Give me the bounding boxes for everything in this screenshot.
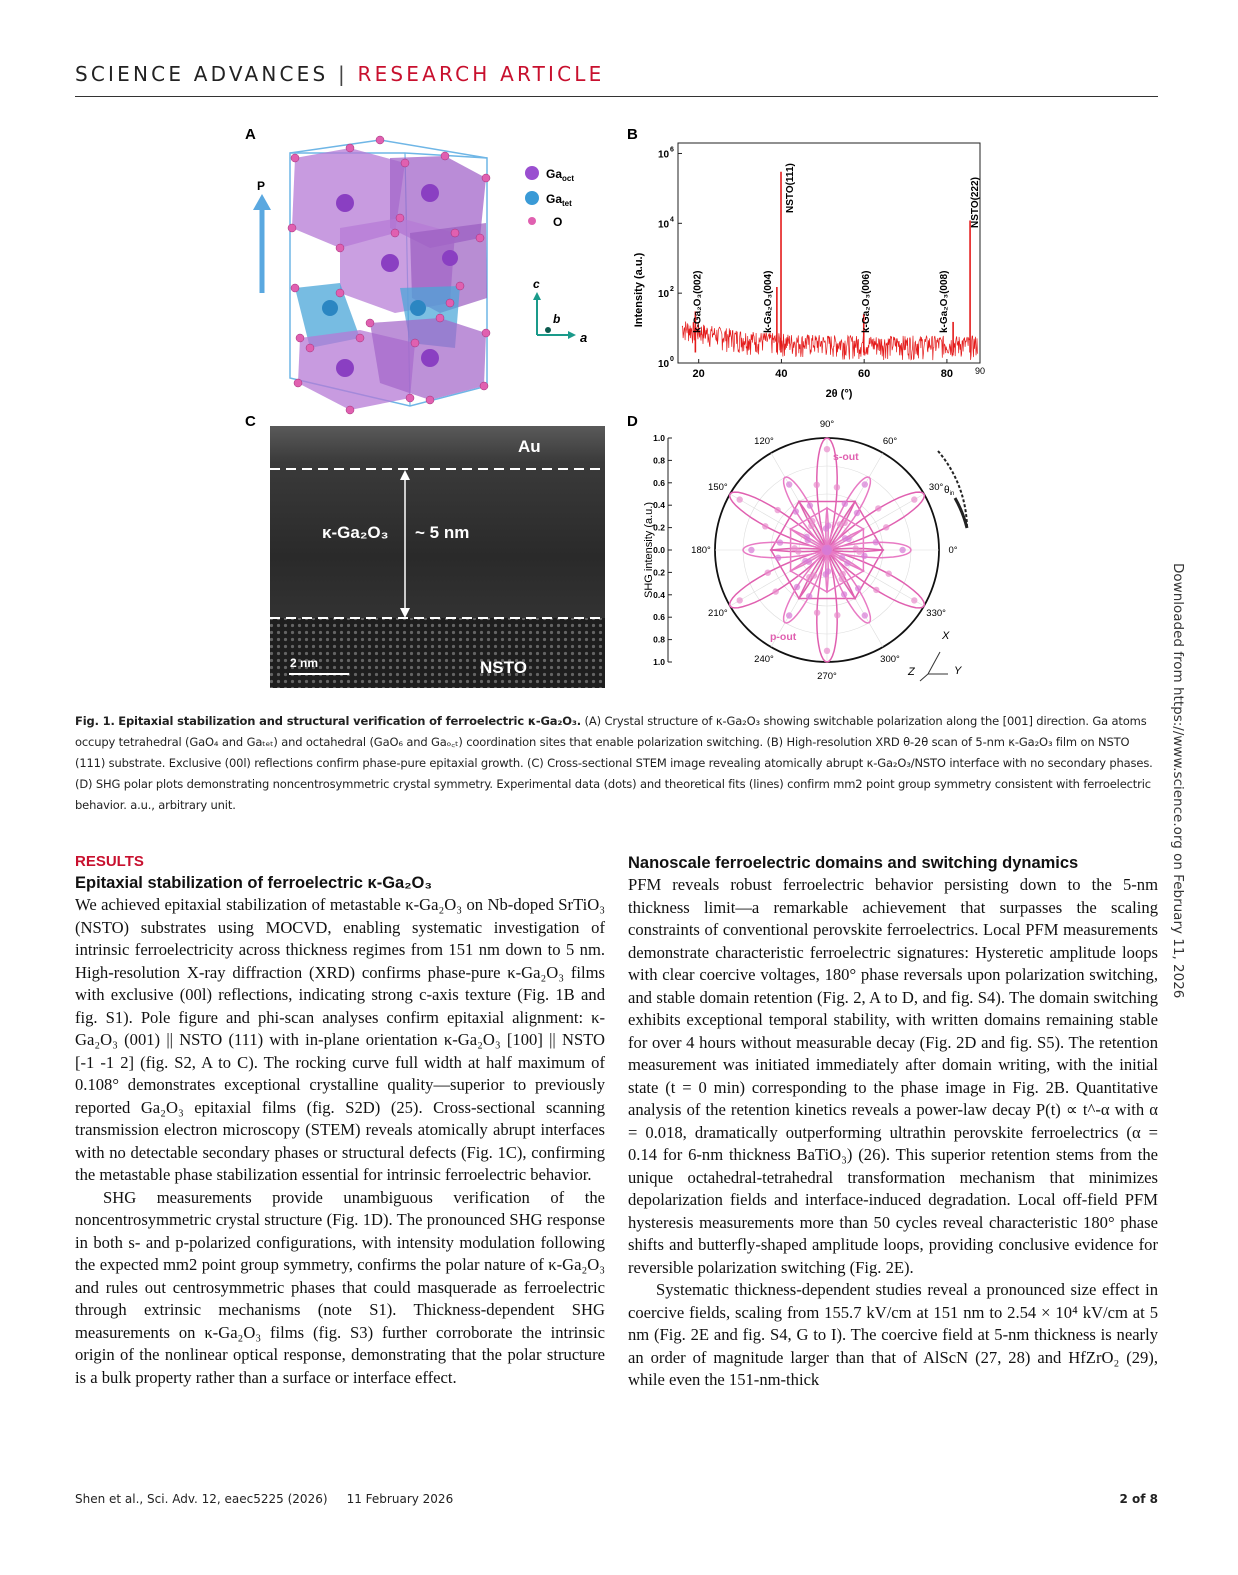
right-paragraph-1: PFM reveals robust ferroelectric behavior persisting down to the 5-nm thickness limit—a remarkable achievement that surpasses the scaling constraints of conventional perovskite ferroelectrics. Local PFM measurements demonstrate characteristic ferroelectric signatures: Hysteretic amplitude loops with clear coercive voltages, 180° phase reversals upon polarization switching, and stable domain retention (Fig. 2, A to D, and fig. S4). The domain switching exhibits exceptional temporal stability, with written domains remaining stable for over 4 hours without measurable decay (Fig. 2D and fig. S5). The retention measurement was initiated immediately after domain writing, with the initial state (t = 0 min) corresponding to the phase image in Fig. 2B. Quantitative analysis of the retention kinetics reveals a power-law decay P(t) ∝ t^-α with α = 0.018, dramatically outperforming ultrathin perovskite ferroelectrics (α = 0.14 for 6-nm thickness BaTiO₃) (26). This superior retention stems from the unique octahedral-tetrahedral transformation mechanism that minimizes depolarization fields and interface-induced degradation. Local off-field PFM hysteresis measurements more than 50 cycles reveal characteristic 180° phase shifts and butterfly-shaped amplitude loops, providing conclusive evidence for reversible polarization switching (Fig. 2E). [628, 875, 1158, 1277]
xrd-xtick-label: 40 [775, 368, 788, 380]
shg-ylabel: SHG intensity (a.u.) [643, 502, 655, 598]
p-out-label: p-out [770, 631, 797, 643]
section-heading: RESULTS [75, 853, 144, 870]
p-out-point [841, 591, 847, 597]
left-subheading: Epitaxial stabilization of ferroelectric κ-Ga₂O₃ [75, 874, 432, 892]
p-out-point [825, 548, 831, 554]
polar-r-tick-label: 1.0 [653, 657, 665, 667]
xrd-ytick-label: 10 [658, 359, 670, 370]
theta-label: $\theta_{in}$ [944, 485, 955, 497]
xrd-ytick-label: 10 [658, 289, 670, 301]
header-separator: | [337, 62, 348, 86]
au-label: Au [518, 437, 541, 456]
s-out-point [811, 572, 817, 578]
xrd-peak-label: k-Ga₂O₃(002) [692, 270, 704, 333]
polar-angle-label: 210° [708, 608, 728, 619]
polar-angle-label: 300° [880, 654, 900, 666]
s-out-point [873, 587, 879, 593]
crystal-structure [253, 136, 587, 414]
caption-body: (A) Crystal structure of κ-Ga₂O₃ showing switchable polarization along the [001] direction. Ga atoms occupy tetrahedral (GaO₄ and Gaₜₑₜ) and octahedral (GaO₆ and Gaₒ꜀ₜ) coordination sites that enable polarization switching. (B) High-resolution XRD θ-2θ scan of 5-nm κ-Ga₂O₃ film on NSTO (111) substrate. Exclusive (00l) reflections confirm phase-pure epitaxial growth. (C) Cross-sectional STEM image revealing atomically abrupt κ-Ga₂O₃/NSTO interface with no secondary phases. (D) SHG polar plots demonstrating noncentrosymmetric crystal symmetry. Experimental data (dots) and theoretical fits (lines) confirm mm2 point group symmetry consistent with ferroelectric behavior. a.u., arbitrary unit. [75, 714, 1153, 812]
s-out-point [875, 505, 881, 511]
s-out-label: s-out [833, 451, 859, 463]
polar-r-tick-label: 0.4 [653, 589, 665, 600]
s-out-point [775, 507, 781, 513]
xrd-ytick-label: 10 [658, 149, 670, 161]
xrd-ylabel: Intensity (a.u.) [633, 252, 645, 328]
s-out-point [883, 524, 889, 530]
p-out-point [899, 547, 905, 553]
page-number: 2 of 8 [1119, 1492, 1158, 1506]
panel-letter-a: A [245, 126, 256, 143]
axis-a: a [580, 330, 588, 345]
p-out-point [862, 612, 868, 618]
s-out-point [765, 570, 771, 576]
xrd-plot-area [658, 143, 985, 380]
header-rule [75, 96, 1158, 97]
xrd-xtick-label: 80 [940, 368, 954, 380]
polar-r-tick-label: 0.8 [653, 634, 665, 645]
s-out-point [737, 496, 743, 502]
p-out-point [842, 535, 848, 541]
download-note-text: Downloaded from https://www.science.org on February 11, 2026 [1170, 563, 1186, 999]
polar-angle-label: 150° [708, 482, 728, 493]
p-out-point [806, 593, 812, 599]
xrd-peak-label: k-Ga₂O₃(008) [939, 270, 951, 333]
xrd-chart [633, 143, 985, 400]
p-out-point [825, 568, 831, 574]
journal-name: SCIENCE ADVANCES [75, 62, 329, 86]
xrd-ytick-exp: 2 [670, 286, 674, 294]
xrd-baseline [682, 322, 977, 361]
s-out-point [762, 523, 768, 529]
nsto-label: NSTO [480, 658, 527, 677]
left-paragraph-1: We achieved epitaxial stabilization of metastable κ-Ga₂O₃ on Nb-doped SrTiO₃ (NSTO) substrates using MOCVD, enabling systematic investigation of intrinsic ferroelectricity across thickness regimes from 151 nm down to 5 nm. High-resolution X-ray diffraction (XRD) confirms phase-pure κ-Ga₂O₃ films with exclusive (00l) reflections, indicating strong c-axis texture (Fig. 1B and fig. S1). Pole figure and phi-scan analyses confirm epitaxial alignment: κ-Ga₂O₃ (001) || NSTO (111) with in-plane orientation κ-Ga₂O₃ [100] || NSTO [-1 -1 2] (fig. S2, A to C). The rocking curve full width at half maximum of 0.108° demonstrates exceptional crystalline quality—superior to previously reported Ga₂O₃ epitaxial films (fig. S2D) (25). Cross-sectional scanning transmission electron microscopy (STEM) reveals atomically abrupt interfaces with no detectable secondary phases or structural defects (Fig. 1C), confirming the metastable phase stabilization essential for intrinsic ferroelectric behavior. [75, 895, 605, 1184]
polar-r-tick-label: 0.2 [653, 567, 665, 578]
polar-angle-label: 120° [754, 435, 774, 447]
polar-angle-label: 330° [926, 608, 946, 619]
polar-angle-label: 240° [754, 654, 774, 666]
xrd-peak-label: k-Ga₂O₃(006) [860, 270, 872, 333]
polar-r-tick-label: 0.2 [653, 522, 665, 533]
left-column [75, 852, 605, 1389]
polar-angle-label: 180° [691, 545, 711, 556]
p-out-point [842, 501, 848, 507]
xrd-peak-label: NSTO(222) [970, 177, 982, 228]
axis-c: c [533, 277, 540, 291]
s-out-point [814, 482, 820, 488]
p-out-point [855, 585, 861, 591]
polarization-label: P [257, 179, 266, 193]
p-out-point [786, 612, 792, 618]
footer-citation: Shen et al., Sci. Adv. 12, eaec5225 (2026) 11 February 2026 [75, 1492, 454, 1506]
xrd-ytick-exp: 0 [670, 356, 674, 363]
xrd-xlabel: 2θ (°) [825, 388, 853, 400]
s-out-point [773, 588, 779, 594]
s-out-point [814, 610, 820, 616]
polar-r-tick-label: 0.8 [653, 455, 665, 466]
polar-angle-label: 0° [948, 545, 958, 556]
xrd-ytick-exp: 6 [670, 146, 674, 154]
right-subheading: Nanoscale ferroelectric domains and switching dynamics [628, 854, 1079, 872]
s-out-point [837, 521, 843, 527]
p-out-point [873, 539, 879, 545]
p-out-point [806, 559, 812, 565]
polar-angle-label: 30° [928, 482, 944, 493]
s-out-point [834, 612, 840, 618]
xrd-frame [678, 143, 980, 363]
shg-polar-chart [643, 419, 967, 682]
polar-plot-area [653, 419, 958, 682]
p-out-point [748, 547, 754, 553]
xrd-ytick-label: 10 [658, 219, 670, 231]
left-paragraph-2: SHG measurements provide unambiguous verification of the noncentrosymmetric crystal structure (Fig. 1D). The pronounced SHG response in both s- and p-polarized configurations, with intensity modulation following the expected mm2 point group symmetry, confirms the polar nature of κ-Ga₂O₃ and rules out centrosymmetric phases that could masquerade as ferroelectric through extrinsic mechanisms (note S1). Thickness-dependent SHG measurements on κ-Ga₂O₃ films (fig. S3) further corroborate the intrinsic origin of the nonlinear optical response, demonstrating that the polar structure is a bulk property rather than a surface or interface effect. [75, 1187, 605, 1387]
xrd-peak-label: NSTO(111) [785, 163, 797, 213]
xrd-peak-label: k-Ga₂O₃(004) [762, 270, 774, 333]
axis-z: Z [908, 666, 915, 678]
download-note [1168, 563, 1188, 1123]
thickness-label: ~ 5 nm [415, 523, 470, 542]
polar-r-tick-label: 0.6 [653, 477, 665, 488]
film-label: κ-Ga₂O₃ [322, 523, 389, 542]
p-out-point [861, 553, 867, 559]
s-out-point [834, 484, 840, 490]
polar-angle-label: 270° [817, 671, 837, 682]
axis-y: Y [954, 665, 962, 677]
polar-angle-label: 60° [882, 435, 898, 447]
p-out-point [844, 560, 850, 566]
panel-letter-d: D [627, 413, 638, 430]
xrd-ytick-exp: 4 [670, 216, 674, 224]
s-out-point [840, 571, 846, 577]
stem-image [270, 426, 605, 688]
polar-r-tick-label: 0.6 [653, 612, 665, 623]
p-out-point [805, 537, 811, 543]
p-out-point [775, 555, 781, 561]
scale-label: 2 nm [290, 656, 319, 670]
s-out-point [911, 597, 917, 603]
article-type: RESEARCH ARTICLE [357, 62, 605, 86]
panel-letter-b: B [627, 126, 638, 143]
s-out-point [824, 446, 830, 452]
caption-title: Epitaxial stabilization and structural verification of ferroelectric κ-Ga₂O₃. [118, 714, 582, 728]
p-out-point [823, 525, 829, 531]
legend-ga-oct: $Ga_{oct}$ [546, 167, 575, 183]
s-out-point [737, 597, 743, 603]
right-paragraph-2: Systematic thickness-dependent studies reveal a pronounced size effect in coercive fields, scaling from 155.7 kV/cm at 151 nm to 2.54 × 10⁴ kV/cm at 5 nm (Fig. 2E and fig. S4, G to I). The coercive field at 5-nm thickness is nearly an order of magnitude larger than that of AlScN (27, 28) and HfZrO₂ (29), while even the 151-nm-thick [628, 1280, 1158, 1389]
p-out-point [777, 539, 783, 545]
legend-ga-tet: $Ga_{tet}$ [546, 192, 572, 208]
caption-label: Fig. 1. [75, 714, 115, 728]
right-column [628, 852, 1158, 1392]
axis-x: X [942, 630, 950, 642]
s-out-point [795, 548, 801, 554]
panel-letter-c: C [245, 413, 256, 430]
polar-r-tick-label: 0.0 [653, 545, 665, 555]
polar-angle-label: 90° [819, 419, 835, 430]
polar-r-tick-label: 0.4 [653, 500, 665, 511]
p-out-point [854, 510, 860, 516]
s-out-point [824, 648, 830, 654]
polar-r-tick-label: 1.0 [653, 433, 665, 443]
xrd-xtick-label: 20 [692, 368, 705, 380]
legend-o: O [553, 215, 563, 229]
s-out-point [808, 523, 814, 529]
p-out-point [786, 481, 792, 487]
p-out-point [807, 502, 813, 508]
p-out-point [793, 508, 799, 514]
xrd-xtick-label: 60 [858, 368, 871, 380]
journal-header [75, 62, 604, 86]
p-out-point [862, 481, 868, 487]
axis-b: b [553, 312, 561, 326]
s-out-point [911, 496, 917, 502]
p-out-point [794, 584, 800, 590]
s-out-point [886, 571, 892, 577]
figure-caption [75, 711, 1158, 816]
xrd-xtick-label: 90 [974, 366, 986, 376]
figure-1 [240, 118, 1000, 690]
s-out-point [856, 549, 862, 555]
